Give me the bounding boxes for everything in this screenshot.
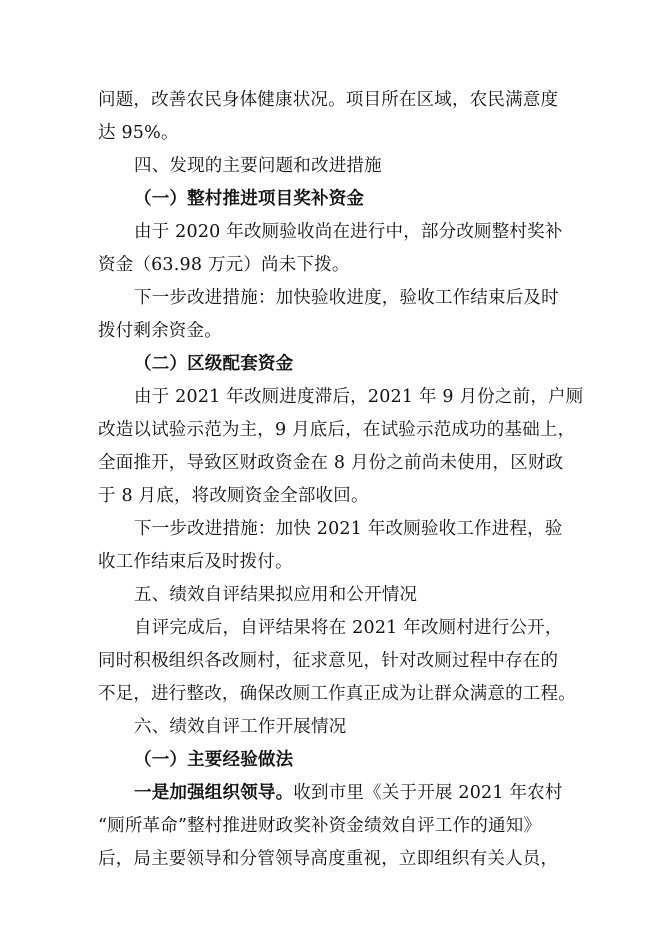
paragraph-line: 问题，改善农民身体健康状况。项目所在区域，农民满意度 [98, 90, 559, 110]
paragraph-line: 不足，进行整改，确保改厕工作真正成为让群众满意的工程。 [98, 684, 576, 704]
paragraph-line: 改造以试验示范为主，9 月底后，在试验示范成功的基础上， [98, 420, 576, 440]
paragraph-line: 自评完成后，自评结果将在 2021 年改厕村进行公开， [134, 618, 563, 638]
paragraph-line: “厕所革命”整村推进财政奖补资金绩效自评工作的通知》 [98, 816, 542, 836]
paragraph-line: 同时积极组织各改厕村，征求意见，针对改厕过程中存在的 [98, 651, 559, 671]
paragraph-line: 下一步改进措施：加快 2021 年改厕验收工作进程，验 [134, 519, 563, 539]
section-heading-4: 四、发现的主要问题和改进措施 [134, 156, 382, 176]
section-heading-6: 六、绩效自评工作开展情况 [134, 717, 347, 737]
section-heading-5: 五、绩效自评结果拟应用和公开情况 [134, 585, 418, 605]
subsection-heading: （一）整村推进项目奖补资金 [134, 189, 365, 209]
paragraph-line: 后，局主要领导和分管领导高度重视，立即组织有关人员， [98, 849, 559, 869]
subsection-heading: （一）主要经验做法 [134, 750, 294, 770]
subsection-heading: （二）区级配套资金 [134, 354, 294, 374]
paragraph-line: 下一步改进措施：加快验收进度，验收工作结束后及时 [134, 288, 559, 308]
paragraph-line: 拨付剩余资金。 [98, 321, 222, 341]
paragraph-line: 达 95%。 [98, 123, 179, 143]
paragraph-line: 全面推开，导致区财政资金在 8 月份之前尚未使用，区财政 [98, 453, 564, 473]
paragraph-line: 由于 2020 年改厕验收尚在进行中，部分改厕整村奖补 [134, 222, 563, 242]
paragraph-line [134, 781, 563, 805]
paragraph-line: 资金（63.98 万元）尚未下拨。 [98, 255, 350, 275]
paragraph-line: 由于 2021 年改厕进度滞后，2021 年 9 月份之前，户厕 [134, 387, 584, 407]
paragraph-line: 于 8 月底，将改厕资金全部收回。 [98, 486, 369, 506]
paragraph-text: 收到市里《关于开展 2021 年农村 [293, 783, 563, 803]
paragraph-line: 收工作结束后及时拨付。 [98, 552, 293, 572]
lead-in-text: 一是加强组织领导。 [134, 783, 294, 803]
